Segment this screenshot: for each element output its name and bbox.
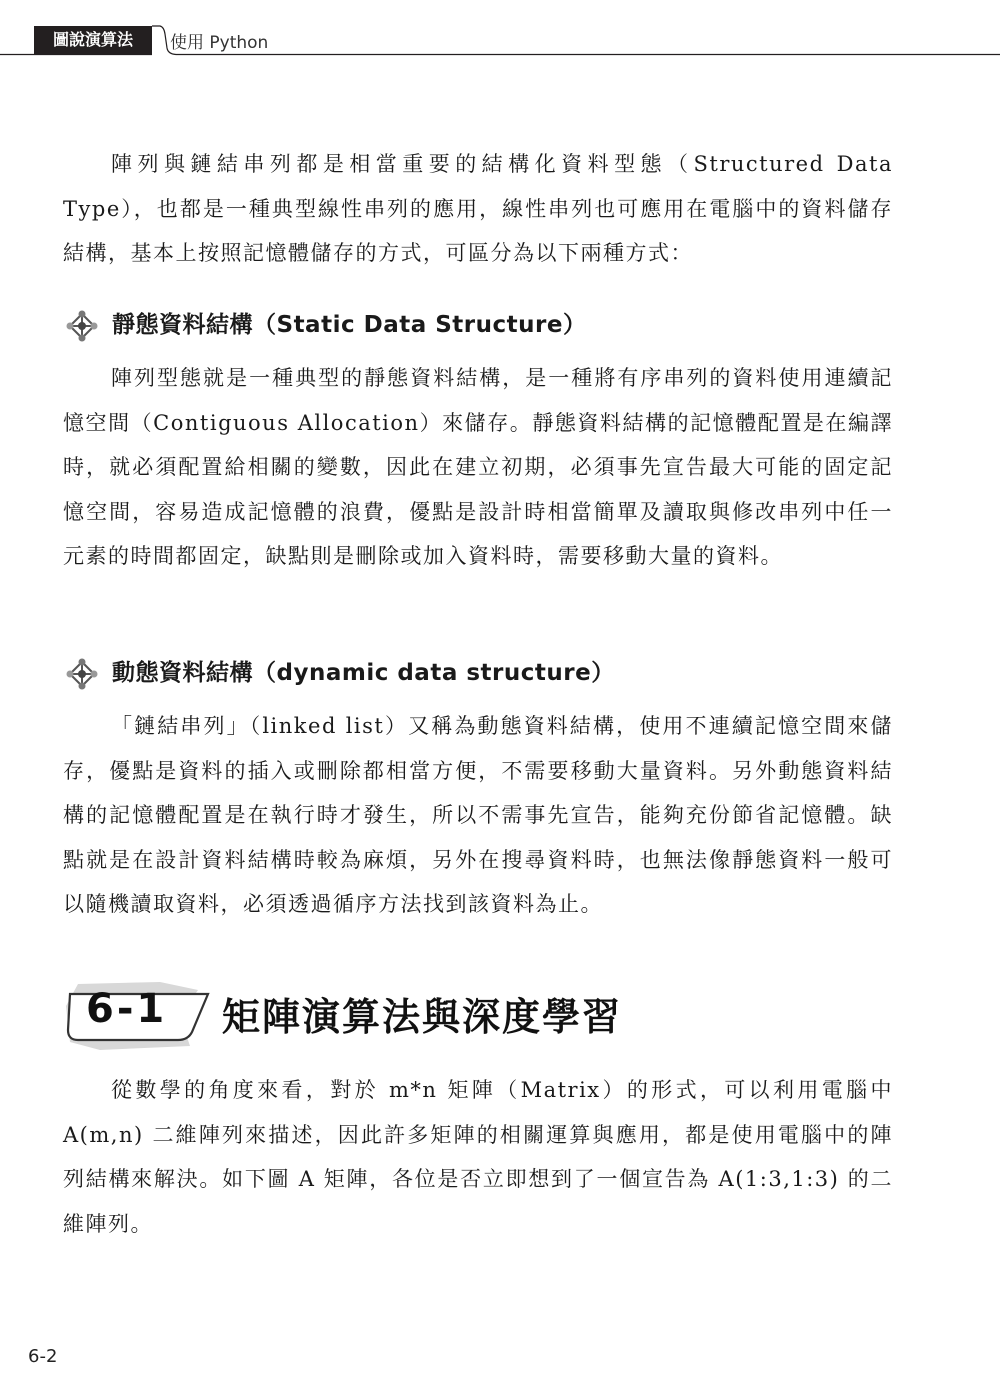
dynamic-heading — [64, 656, 764, 692]
dynamic-paragraph: 「鏈結串列」（linked list）又稱為動態資料結構，使用不連續記憶空間來儲存，優點是資料的插入或刪除都相當方便，不需要移動大量資料。另外動態資料結構的記憶體配置是在執行時才發生，所以不需事先宣告，能夠充份節省記憶體。缺點就是在設計資料結構時較為麻煩，另外在搜尋資料時，也無法像靜態資料一般可以隨機讀取資料，必須透過循序方法找到該資料為止。 — [63, 714, 893, 916]
book-title-tab: 圖說演算法 — [34, 26, 152, 54]
book-subtitle: 使用 Python — [170, 33, 269, 53]
section-heading — [60, 976, 760, 1056]
section-number: 6-1 — [86, 986, 168, 1032]
intro-paragraph: 陣列與鏈結串列都是相當重要的結構化資料型態（Structured Data Type），也都是一種典型線性串列的應用，線性串列也可應用在電腦中的資料儲存結構，基本上按照記憶體儲存的方式，可區分為以下兩種方式： — [63, 152, 893, 265]
static-heading-text: 靜態資料結構（Static Data Structure） — [112, 312, 587, 338]
dynamic-heading-text: 動態資料結構（dynamic data structure） — [112, 660, 615, 686]
static-paragraph: 陣列型態就是一種典型的靜態資料結構，是一種將有序串列的資料使用連續記憶空間（Contiguous Allocation）來儲存。靜態資料結構的記憶體配置是在編譯時，就必須配置給相關的變數，因此在建立初期，必須事先宣告最大可能的固定記憶空間，容易造成記憶體的浪費，優點是設計時相當簡單及讀取與修改串列中任一元素的時間都固定，缺點則是刪除或加入資料時，需要移動大量的資料。 — [63, 366, 893, 568]
section-title: 矩陣演算法與深度學習 — [222, 995, 623, 1039]
matrix-paragraph: 從數學的角度來看，對於 m*n 矩陣（Matrix）的形式，可以利用電腦中 A(m,n) 二維陣列來描述，因此許多矩陣的相關運算與應用，都是使用電腦中的陣列結構來解決。如下圖 A 矩陣，各位是否立即想到了一個宣告為 A(1:3,1:3) 的二維陣列。 — [63, 1078, 893, 1236]
page-number: 6-2 — [28, 1346, 58, 1367]
molecule-icon — [64, 310, 100, 342]
static-heading — [64, 308, 764, 344]
running-header — [0, 0, 1000, 56]
molecule-icon — [64, 658, 100, 690]
